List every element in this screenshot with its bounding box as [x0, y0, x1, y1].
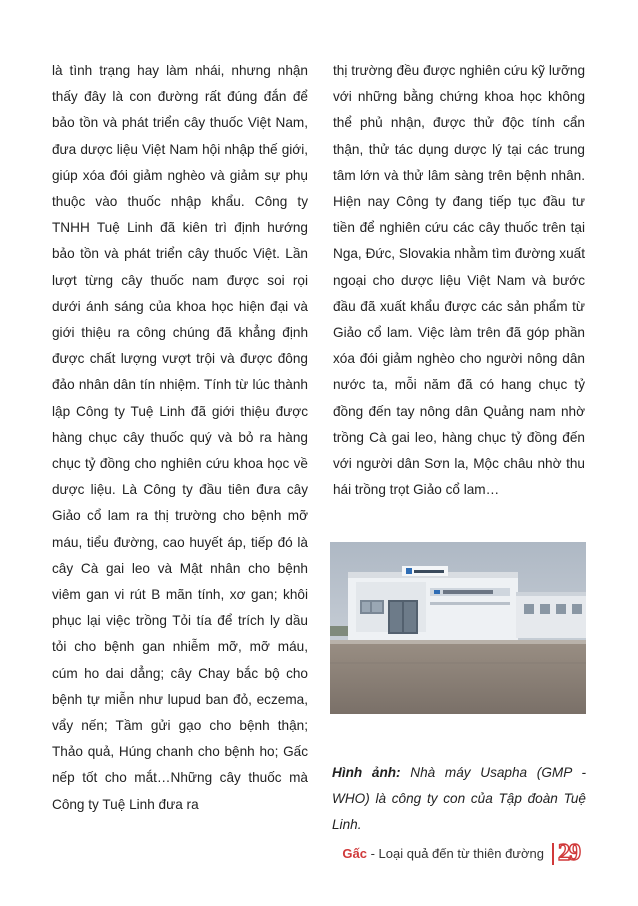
- footer-divider: [552, 843, 554, 865]
- left-column-text: là tình trạng hay làm nhái, nhưng nhận thấy đây là con đường rất đúng đắn để bảo tồn và phát triển cây thuốc Việt Nam, đưa dược liệu Việt Nam hội nhập thế giới, giúp xóa đói giảm nghèo và giảm sự phụ thuộc vào thuốc nhập khẩu. Công ty TNHH Tuệ Linh đã kiên trì định hướng bảo tồn và phát triển cây thuốc Việt. Lần lượt từng cây thuốc nam được soi rọi dưới ánh sáng của khoa học hiện đại và giới thiệu ra công chúng đã khẳng định được chất lượng vượt trội và được đông đảo nhân dân tín nhiệm. Tính từ lúc thành lập Công ty Tuệ Linh đã giới thiệu được hàng chục cây thuốc quý và bỏ ra hàng chục tỷ đồng cho nghiên cứu khoa học về dược liệu. Là Công ty đầu tiên đưa cây Giảo cổ lam ra thị trường cho bệnh mỡ máu, tiểu đường, cao huyết áp, tiếp đó là cây Cà gai leo và Mật nhân cho bệnh viêm gan vi rút B mãn tính, xơ gan; khôi phục lại việc trồng Tỏi tía để trích ly dầu tỏi cho bệnh gan nhiễm mỡ, mỡ máu, cúm ho dai dẳng; cây Chay bắc bộ cho bệnh tự miễn như lupud ban đỏ, eczema, vẩy nến; Tầm gửi gạo cho bệnh thận; Thảo quả, Húng chanh cho bệnh ho; Gấc nếp tốt cho mắt…Những cây thuốc mà Công ty Tuệ Linh đưa ra: [52, 63, 308, 812]
- running-title-accent: Gấc: [342, 846, 367, 861]
- caption-lead: Hình ảnh:: [332, 765, 401, 780]
- page-footer: [0, 840, 638, 870]
- article-column-left: [52, 58, 308, 818]
- photo-caption: [332, 760, 586, 838]
- caption-text: Nhà máy Usapha (GMP - WHO) là công ty con của Tập đoàn Tuệ Linh.: [332, 765, 586, 832]
- right-column-text: thị trường đều được nghiên cứu kỹ lưỡng với những bằng chứng khoa học không thể phủ nhận, được thử độc tính cẩn thận, thử tác dụng dược lý tại các trung tâm lớn và thử lâm sàng trên bệnh nhân. Hiện nay Công ty đang tiếp tục đầu tư tiền để nghiên cứu các cây thuốc trên tại Nga, Đức, Slovakia nhằm tìm đường xuất ngoại cho dược liệu Việt Nam và bước đầu đã xuất khẩu được các sản phẩm từ Giảo cổ lam. Việc làm trên đã góp phần xóa đói giảm nghèo cho người nông dân nước ta, mỗi năm đã có hang chục tỷ đồng đến tay nông dân Quảng nam nhờ trồng Cà gai leo, hàng chục tỷ đồng đến với người dân Sơn la, Mộc châu nhờ thu hái trồng trọt Giảo cổ lam…: [333, 63, 585, 498]
- factory-photo: [330, 542, 586, 714]
- page-number: 29: [558, 840, 580, 866]
- article-column-right: [333, 58, 585, 503]
- running-title-rest: - Loại quả đến từ thiên đường: [367, 846, 544, 861]
- running-title: [342, 846, 544, 861]
- factory-illustration: [330, 542, 586, 714]
